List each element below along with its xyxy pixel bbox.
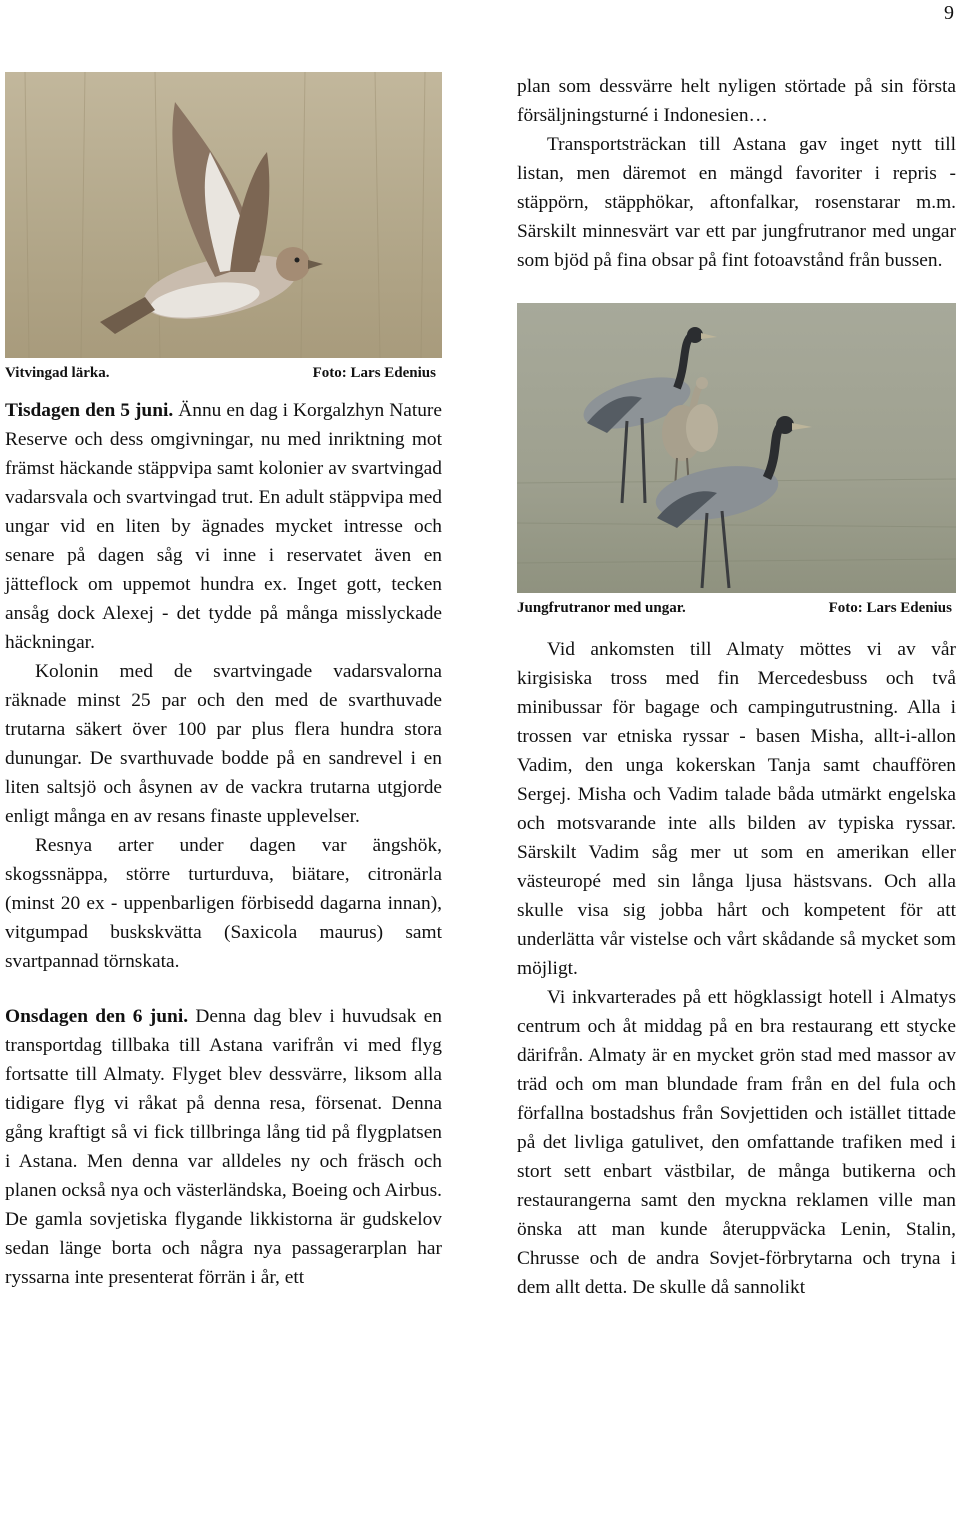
continuation-paragraph: plan som dessvärre helt nyligen störtade på sin första försäljningsturné i Indonesien…	[517, 76, 956, 126]
hotel-paragraph: Vi inkvarterades på ett högklassigt hotell i Almatys centrum och åt middag på en bra restaurang ett stycke därifrån. Almaty är en mycket grön stad med massor av träd och om man blundade fram från en del fula och förfallna bostadshus från Sovjettiden och istället tittade på det livliga gatulivet, den omfattande trafiken med i stort sett enbart västbilar, de många butikerna och restaurangerna samt den myckna reklamen ville man önska att man kunde återuppväcka Lenin, Stalin, Chrusse och de andra Sovjet-förbrytarna och tryna i dem allt detta. De skulle då sannolikt	[517, 987, 956, 1298]
photo1-caption	[5, 364, 442, 382]
bird-photo-lark	[5, 72, 442, 358]
wednesday-paragraph	[5, 1002, 442, 1292]
tuesday-heading: Tisdagen den 5 juni.	[5, 400, 174, 421]
tuesday-text: Ännu en dag i Korgalzhyn Nature Reserve och dess omgivningar, nu med inriktning mot främst häckande stäppvipa samt kolonier av svartvingad vadarsvala och svartvingad trut. En adult stäppvipa med ungar vid en liten by ägnades mycket intresse och senare på dagen såg vi inne i reservatet även en jätteflock om uppemot hundra ex. Inget gott, tecken ansåg dock Alexej - det tydde på många misslyckade häckningar.	[5, 400, 442, 653]
new-species-paragraph: Resnya arter under dagen var ängshök, skogssnäppa, större turturduva, biätare, citronärla (minst 20 ex - uppenbarligen förbisedd dagarna innan), vitgumpad buskskvätta (Saxicola maurus) samt svartpannad törnskata.	[5, 835, 442, 972]
photo1-caption-credit: Foto: Lars Edenius	[312, 365, 436, 381]
photo-demoiselle-cranes	[517, 303, 956, 593]
colony-paragraph: Kolonin med de svartvingade vadarsvalorna räknade minst 25 par och den med de svarthuvade trutarna säkert över 100 par plus flera hundra stora dunungar. De svarthuvade bodde på en sandrevel i en liten saltsjö och åsynen av de vackra trutarna utgjorde enligt många en av resans finaste upplevelser.	[5, 661, 442, 827]
right-column	[517, 72, 956, 1302]
photo2-caption-title: Jungfrutranor med ungar.	[517, 600, 686, 616]
left-column	[5, 72, 442, 1292]
bird-photo-cranes	[517, 303, 956, 593]
tuesday-paragraph	[5, 396, 442, 657]
wednesday-heading: Onsdagen den 6 juni.	[5, 1006, 189, 1027]
almaty-paragraph: Vid ankomsten till Almaty möttes vi av vår kirgisiska tross med fin Mercedesbuss och två minibussar för bagage och campingutrustning. Alla i trossen var etniska ryssar - basen Misha, allt-i-allon Vadim, den unga kokerskan Tanja samt chauffören Sergej. Misha och Vadim talade båda utmärkt engelska och motsvarande inte alls bilden av typiska ryssar. Särskilt Vadim såg mer ut som en amerikan eller västeuropé med sin långa ljusa hästsvans. Och alla skulle visa sig jobba hårt och kompetent för att underlätta vår vistelse och vårt skådande så mycket som möjligt.	[517, 639, 956, 979]
photo1-caption-title: Vitvingad lärka.	[5, 365, 110, 381]
page-number: 9	[944, 2, 954, 24]
photo2-caption-credit: Foto: Lars Edenius	[828, 600, 952, 616]
wednesday-text: Denna dag blev i huvudsak en transportdag tillbaka till Astana varifrån vi med flyg fortsatte till Almaty. Flyget blev dessvärre, liksom alla tidigare flyg vi råkat på denna resa, försenat. Denna gång kraftigt så vi fick tillbringa lång tid på flygplatsen i Astana. Men denna var alldeles ny och fräsch och planen också nya och västerländska, Boeing och Airbus. De gamla sovjetiska flygande likkistorna är gudskelov sedan länge borta och några nya passagerarplan har ryssarna inte presenterat förrän i år, ett	[5, 1006, 442, 1288]
transport-paragraph: Transportsträckan till Astana gav inget nytt till listan, men däremot en mängd favoriter i repris - stäppörn, stäpphökar, aftonfalkar, rosenstarar m.m. Särskilt minnesvärt var ett par jungfrutranor med ungar som bjöd på fina obsar på fint fotoavstånd från bussen.	[517, 134, 956, 271]
photo2-caption	[517, 599, 956, 617]
photo-white-winged-lark	[5, 72, 442, 358]
